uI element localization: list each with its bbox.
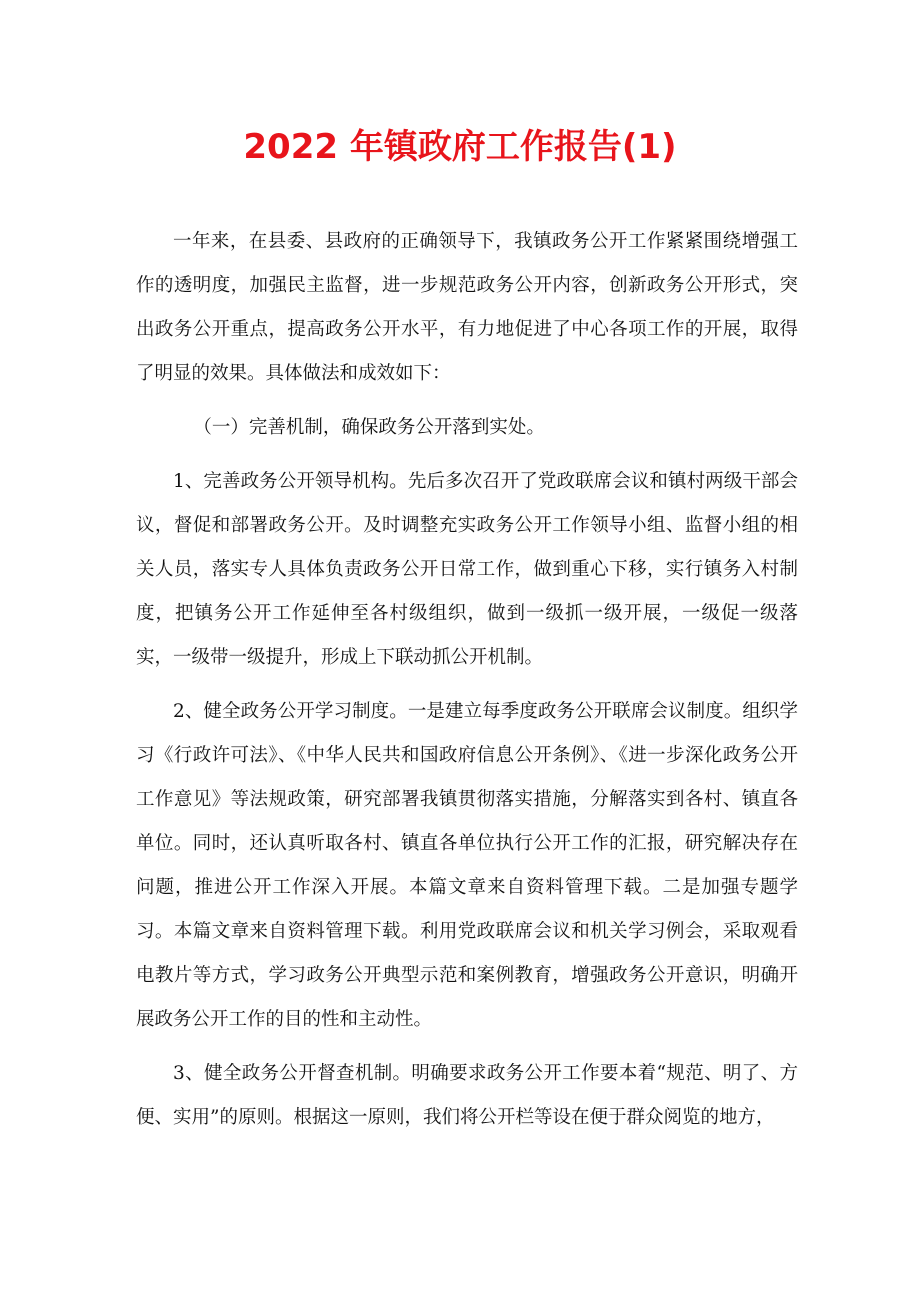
document-body	[136, 220, 798, 1140]
paragraph-item-3: 3、健全政务公开督查机制。明确要求政务公开工作要本着“规范、明了、方便、实用”的原则。根据这一原则，我们将公开栏等设在便于群众阅览的地方，	[136, 1063, 798, 1128]
document-title: 2022 年镇政府工作报告(1)	[243, 127, 677, 167]
paragraph-item-1: 1、完善政务公开领导机构。先后多次召开了党政联席会议和镇村两级干部会议，督促和部署政务公开。及时调整充实政务公开工作领导小组、监督小组的相关人员，落实专人具体负责政务公开日常工作，做到重心下移，实行镇务入村制度，把镇务公开工作延伸至各村级组织，做到一级抓一级开展，一级促一级落实，一级带一级提升，形成上下联动抓公开机制。	[136, 471, 798, 668]
paragraph-intro: 一年来，在县委、县政府的正确领导下，我镇政务公开工作紧紧围绕增强工作的透明度，加强民主监督，进一步规范政务公开内容，创新政务公开形式，突出政务公开重点，提高政务公开水平，有力地促进了中心各项工作的开展，取得了明显的效果。具体做法和成效如下：	[136, 231, 798, 384]
paragraph-item-2: 2、健全政务公开学习制度。一是建立每季度政务公开联席会议制度。组织学习《行政许可法》、《中华人民共和国政府信息公开条例》、《进一步深化政务公开工作意见》等法规政策，研究部署我镇贯彻落实措施，分解落实到各村、镇直各单位。同时，还认真听取各村、镇直各单位执行公开工作的汇报，研究解决存在问题，推进公开工作深入开展。本篇文章来自资料管理下载。二是加强专题学习。本篇文章来自资料管理下载。利用党政联席会议和机关学习例会，采取观看电教片等方式，学习政务公开典型示范和案例教育，增强政务公开意识，明确开展政务公开工作的目的性和主动性。	[136, 701, 798, 1030]
section-heading-1: （一）完善机制，确保政务公开落到实处。	[193, 417, 545, 438]
